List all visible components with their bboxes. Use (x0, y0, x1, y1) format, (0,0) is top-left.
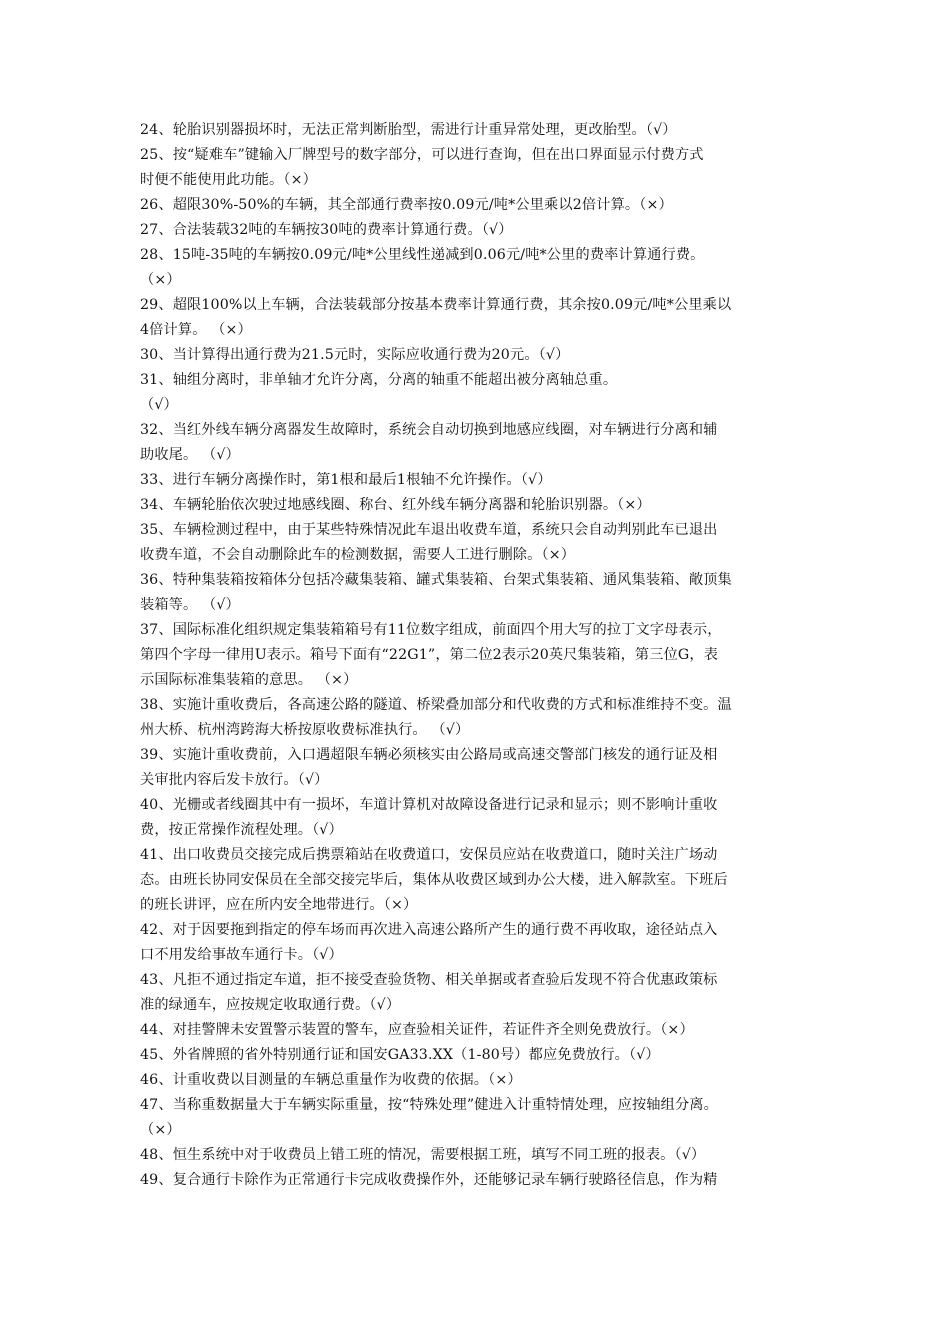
text-line: 态。由班长协同安保员在全部交接完毕后，集体从收费区域到办公大楼，进入解款室。下班后 (140, 872, 728, 888)
text-line: 29、超限100%以上车辆，合法装载部分按基本费率计算通行费，其余按0.09元/吨*公里乘以 (140, 297, 732, 313)
text-line: 收费车道，不会自动删除此车的检测数据，需要人工进行删除。（×） (140, 547, 576, 563)
text-line: 装箱等。 （√） (140, 597, 240, 613)
text-line: 助收尾。 （√） (140, 447, 240, 463)
text-line: 39、实施计重收费前，入口遇超限车辆必须核实由公路局或高速交警部门核发的通行证及相 (140, 747, 718, 763)
text-line: 38、实施计重收费后，各高速公路的隧道、桥梁叠加部分和代收费的方式和标准维持不变。温 (140, 697, 732, 713)
text-line: 42、对于因要拖到指定的停车场而再次进入高速公路所产生的通行费不再收取，途径站点入 (140, 922, 718, 938)
text-line: 27、合法装载32吨的车辆按30吨的费率计算通行费。（√） (140, 222, 513, 238)
text-line: 37、国际标准化组织规定集装箱箱号有11位数字组成，前面四个用大写的拉丁文字母表示， (140, 622, 722, 638)
text-line: 36、特种集装箱按箱体分包括冷藏集装箱、罐式集装箱、台架式集装箱、通风集装箱、敞顶集 (140, 572, 732, 588)
text-line: 46、计重收费以目测量的车辆总重量作为收费的依据。（×） (140, 1072, 522, 1088)
text-line: 31、轴组分离时，非单轴才允许分离，分离的轴重不能超出被分离轴总重。 (140, 372, 618, 388)
text-line: 41、出口收费员交接完成后携票箱站在收费道口，安保员应站在收费道口，随时关注广场动 (140, 847, 718, 863)
text-line: 33、进行车辆分离操作时，第1根和最后1根轴不允许操作。（√） (140, 472, 552, 488)
text-line: 的班长讲评，应在所内安全地带进行。（×） (140, 897, 418, 913)
text-line: 26、超限30%-50%的车辆，其全部通行费率按0.09元/吨*公里乘以2倍计算。（×） (140, 197, 673, 213)
text-line: （√） (140, 397, 178, 413)
text-line: 43、凡拒不通过指定车道，拒不接受查验货物、相关单据或者查验后发现不符合优惠政策标 (140, 972, 718, 988)
text-line: 口不用发给事故车通行卡。（√） (140, 947, 343, 963)
text-line: 示国际标准集装箱的意思。 （×） (140, 672, 358, 688)
text-line: 40、光栅或者线圈其中有一损坏，车道计算机对故障设备进行记录和显示；则不影响计重收 (140, 797, 718, 813)
text-line: 25、按“疑难车”键输入厂牌型号的数字部分，可以进行查询，但在出口界面显示付费方式 (140, 147, 704, 163)
text-line: 关审批内容后发卡放行。（√） (140, 772, 329, 788)
text-line: 第四个字母一律用U表示。箱号下面有“22G1”，第二位2表示20英尺集装箱，第三位G，表 (140, 647, 719, 663)
text-line: （×） (140, 272, 181, 288)
text-line: 35、车辆检测过程中，由于某些特殊情况此车退出收费车道，系统只会自动判别此车已退出 (140, 522, 718, 538)
text-line: 44、对挂警牌未安置警示装置的警车，应查验相关证件，若证件齐全则免费放行。（×） (140, 1022, 694, 1038)
text-line: 州大桥、杭州湾跨海大桥按原收费标准执行。 （√） (140, 722, 470, 738)
text-line: 4倍计算。 （×） (140, 322, 252, 338)
text-line: 32、当红外线车辆分离器发生故障时，系统会自动切换到地感应线圈，对车辆进行分离和辅 (140, 422, 718, 438)
text-line: 47、当称重数据量大于车辆实际重量，按“特殊处理”健进入计重特情处理，应按轴组分离。 (140, 1097, 718, 1113)
document-body (140, 118, 812, 1193)
text-line: 准的绿通车，应按规定收取通行费。（√） (140, 997, 401, 1013)
text-line: 48、恒生系统中对于收费员上错工班的情况，需要根据工班，填写不同工班的报表。（√） (140, 1147, 706, 1163)
text-line: 费，按正常操作流程处理。（√） (140, 822, 343, 838)
text-line: 时便不能使用此功能。（×） (140, 172, 317, 188)
text-line: 30、当计算得出通行费为21.5元时，实际应收通行费为20元。（√） (140, 347, 570, 363)
text-line: 45、外省牌照的省外特别通行证和国安GA33.XX（1-80号）都应免费放行。（√） (140, 1047, 660, 1063)
text-line: 34、车辆轮胎依次驶过地感线圈、称台、红外线车辆分离器和轮胎识别器。（×） (140, 497, 651, 513)
text-line: 24、轮胎识别器损坏时，无法正常判断胎型，需进行计重异常处理，更改胎型。（√） (140, 122, 677, 138)
text-line: 28、15吨-35吨的车辆按0.09元/吨*公里线性递减到0.06元/吨*公里的费率计算通行费。 (140, 247, 705, 263)
text-line: 49、复合通行卡除作为正常通行卡完成收费操作外，还能够记录车辆行驶路径信息，作为精 (140, 1172, 718, 1188)
text-line: （×） (140, 1122, 181, 1138)
